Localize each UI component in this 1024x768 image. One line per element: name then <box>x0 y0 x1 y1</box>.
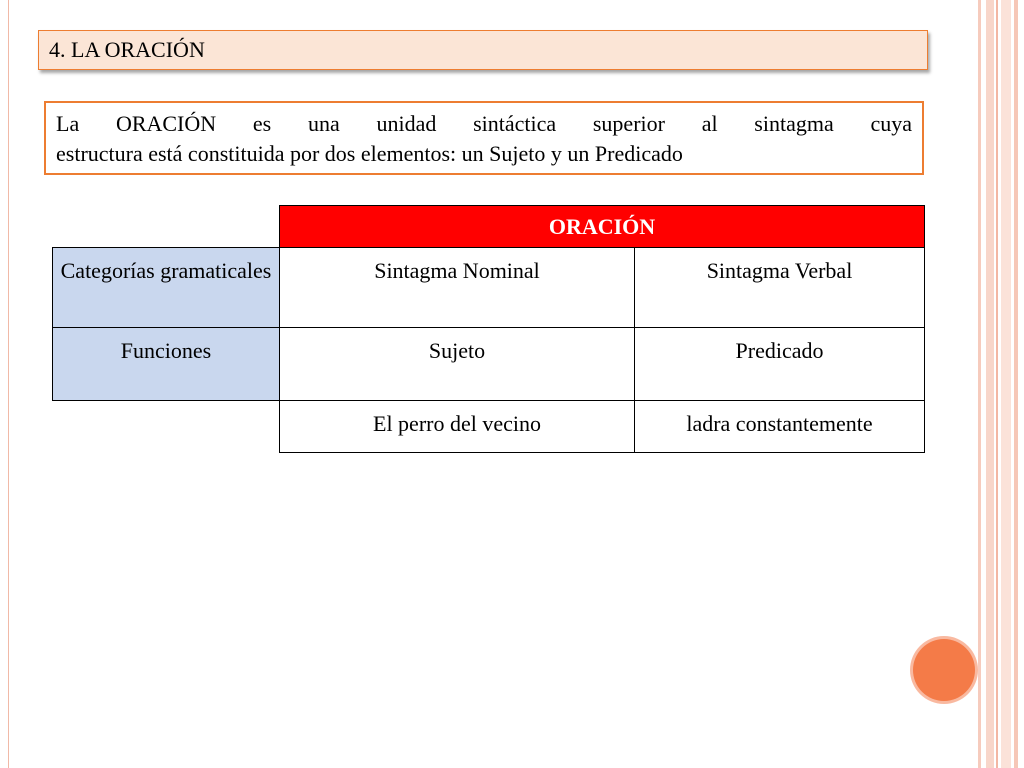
decor-circle <box>913 639 975 701</box>
cell-example-predicate: ladra constantemente <box>635 401 925 453</box>
definition-line-1: La ORACIÓN es una unidad sintáctica superior al sintagma cuya <box>56 111 912 136</box>
decor-stripe <box>1001 0 1011 768</box>
definition-line-2: estructura está constituida por dos elementos: un Sujeto y un Predicado <box>56 141 683 166</box>
definition-box <box>44 101 924 175</box>
left-frame-line <box>8 0 9 768</box>
table-row <box>53 328 925 401</box>
slide-title-text: 4. LA ORACIÓN <box>49 37 205 62</box>
table-header-row <box>53 206 925 248</box>
decor-stripe <box>986 0 994 768</box>
table-header-oracion: ORACIÓN <box>280 206 925 248</box>
slide-title <box>38 30 928 70</box>
cell-predicado: Predicado <box>635 328 925 401</box>
cell-sujeto: Sujeto <box>280 328 635 401</box>
cell-sintagma-verbal: Sintagma Verbal <box>635 248 925 328</box>
table-row <box>53 248 925 328</box>
decor-stripe <box>1014 0 1018 768</box>
row-label-categorias: Categorías gramaticales <box>53 248 280 328</box>
decor-stripe <box>996 0 998 768</box>
cell-example-subject: El perro del vecino <box>280 401 635 453</box>
cell-sintagma-nominal: Sintagma Nominal <box>280 248 635 328</box>
decor-stripe <box>978 0 981 768</box>
blank-cell <box>53 401 280 453</box>
blank-cell <box>53 206 280 248</box>
row-label-funciones: Funciones <box>53 328 280 401</box>
sentence-structure-table <box>52 205 925 453</box>
table-row <box>53 401 925 453</box>
